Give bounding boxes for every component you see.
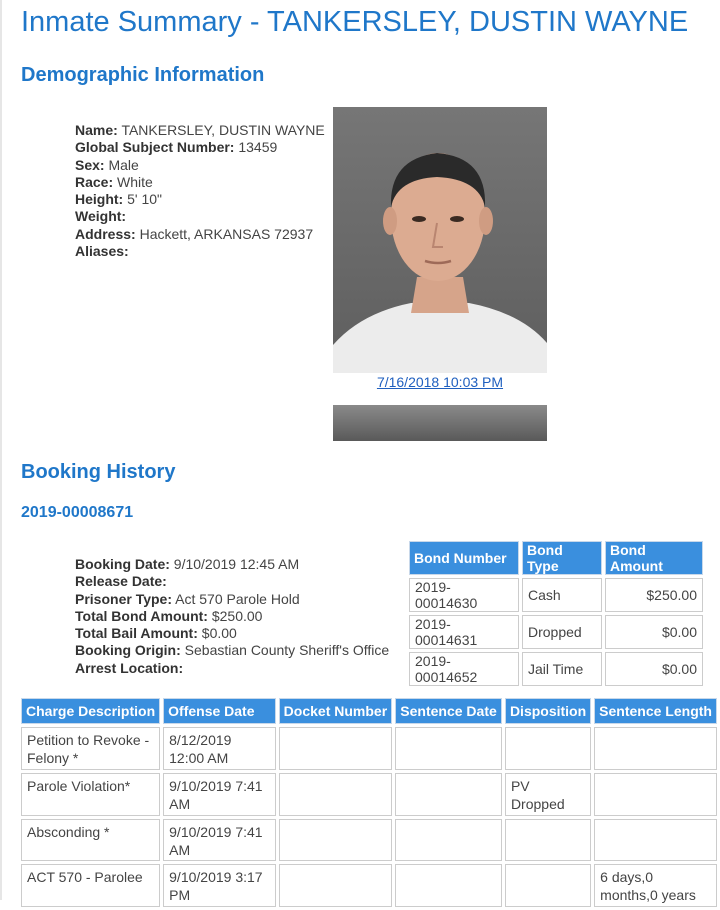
field-name-value: TANKERSLEY, DUSTIN WAYNE [121,122,325,138]
field-sex-value: Male [108,156,139,173]
field-race-value: White [117,173,153,190]
booking-number: 2019-00008671 [21,504,134,521]
charge-row [21,864,717,907]
field-booking-origin-value: Sebastian County Sheriff's Office [184,642,390,659]
sentence-length-cell [594,727,717,770]
sentence-length-cell: 6 days,0 months,0 years [594,864,717,907]
field-weight: Weight: [75,208,127,225]
charges-table-header [21,698,717,724]
field-sex: Sex: Male [75,156,139,173]
field-prisoner-type-value: Act 570 Parole Hold [175,590,300,607]
disposition-header: Disposition [505,698,591,724]
field-booking-date-value: 9/10/2019 12:45 AM [173,556,300,572]
charge-description-header: Charge Description [21,698,160,724]
field-global-subject-number: Global Subject Number: 13459 [75,139,278,156]
page-left-border [0,0,2,900]
bond-number-header: Bond Number [409,541,519,575]
field-name: Name: TANKERSLEY, DUSTIN WAYNE [75,122,325,138]
disposition-cell [505,819,591,861]
offense-date-cell: 8/12/2019 12:00 AM [163,727,276,770]
charge-description-cell: Petition to Revoke - Felony * [21,727,160,770]
disposition-cell [505,727,591,770]
bond-type-header: Bond Type [522,541,602,575]
sentence-length-cell [594,773,717,816]
bond-row [409,578,703,612]
field-race: Race: White [75,173,153,190]
booking-info [75,556,389,677]
page-title: Inmate Summary - TANKERSLEY, DUSTIN WAYNE [21,6,689,38]
bond-row [409,615,703,649]
field-aliases: Aliases: [75,243,129,260]
docket-number-header: Docket Number [279,698,393,724]
disposition-cell: PV Dropped [505,773,591,816]
field-arrest-location: Arrest Location: [75,659,184,676]
field-height: Height: 5' 10" [75,191,162,208]
field-total-bail-amount: Total Bail Amount: $0.00 [75,625,237,642]
field-total-bond-amount-value: $250.00 [211,607,263,624]
charge-row [21,727,717,770]
field-address: Address: Hackett, ARKANSAS 72937 [75,225,314,242]
bond-table-header [409,541,703,575]
bond-amount-cell: $250.00 [605,578,703,612]
charge-row [21,819,717,861]
bond-row [409,652,703,686]
sentence-date-cell [395,864,502,907]
field-total-bond-amount: Total Bond Amount: $250.00 [75,607,263,624]
field-booking-origin: Booking Origin: Sebastian County Sheriff's Office [75,642,390,659]
mugshot-illustration [333,107,547,373]
offense-date-cell: 9/10/2019 7:41 AM [163,773,276,816]
booking-history-heading: Booking History [21,461,176,483]
demographic-info [75,122,325,260]
sentence-date-cell [395,727,502,770]
bond-number-cell: 2019-00014630 [409,578,519,612]
charge-description-cell: Parole Violation* [21,773,160,816]
charge-row [21,773,717,816]
bond-amount-cell: $0.00 [605,652,703,686]
bond-type-cell: Cash [522,578,602,612]
bond-number-cell: 2019-00014631 [409,615,519,649]
offense-date-cell: 9/10/2019 3:17 PM [163,864,276,907]
field-global-subject-number-value: 13459 [238,139,278,156]
bond-amount-cell: $0.00 [605,615,703,649]
bond-table [406,538,706,689]
offense-date-cell: 9/10/2019 7:41 AM [163,819,276,861]
field-booking-date: Booking Date: 9/10/2019 12:45 AM [75,556,300,572]
field-prisoner-type: Prisoner Type: Act 570 Parole Hold [75,590,300,607]
sentence-date-header: Sentence Date [395,698,502,724]
sentence-length-cell [594,819,717,861]
docket-number-cell [279,864,393,907]
photo-date-link[interactable]: 7/16/2018 10:03 PM [376,374,504,390]
offense-date-header: Offense Date [163,698,276,724]
field-release-date: Release Date: [75,573,167,590]
docket-number-cell [279,727,393,770]
disposition-cell [505,864,591,907]
bond-type-cell: Dropped [522,615,602,649]
bond-amount-header: Bond Amount [605,541,703,575]
charge-description-cell: Absconding * [21,819,160,861]
demographic-heading: Demographic Information [21,64,265,86]
mugshot-photo[interactable] [333,107,547,373]
field-total-bail-amount-value: $0.00 [201,625,237,642]
sentence-date-cell [395,773,502,816]
bond-number-cell: 2019-00014652 [409,652,519,686]
charges-table [18,695,720,910]
docket-number-cell [279,773,393,816]
field-height-value: 5' 10" [127,191,162,208]
charge-description-cell: ACT 570 - Parolee [21,864,160,907]
sentence-length-header: Sentence Length [594,698,717,724]
additional-photo-thumbnail[interactable] [333,405,547,441]
sentence-date-cell [395,819,502,861]
bond-type-cell: Jail Time [522,652,602,686]
field-address-value: Hackett, ARKANSAS 72937 [139,225,314,242]
docket-number-cell [279,819,393,861]
